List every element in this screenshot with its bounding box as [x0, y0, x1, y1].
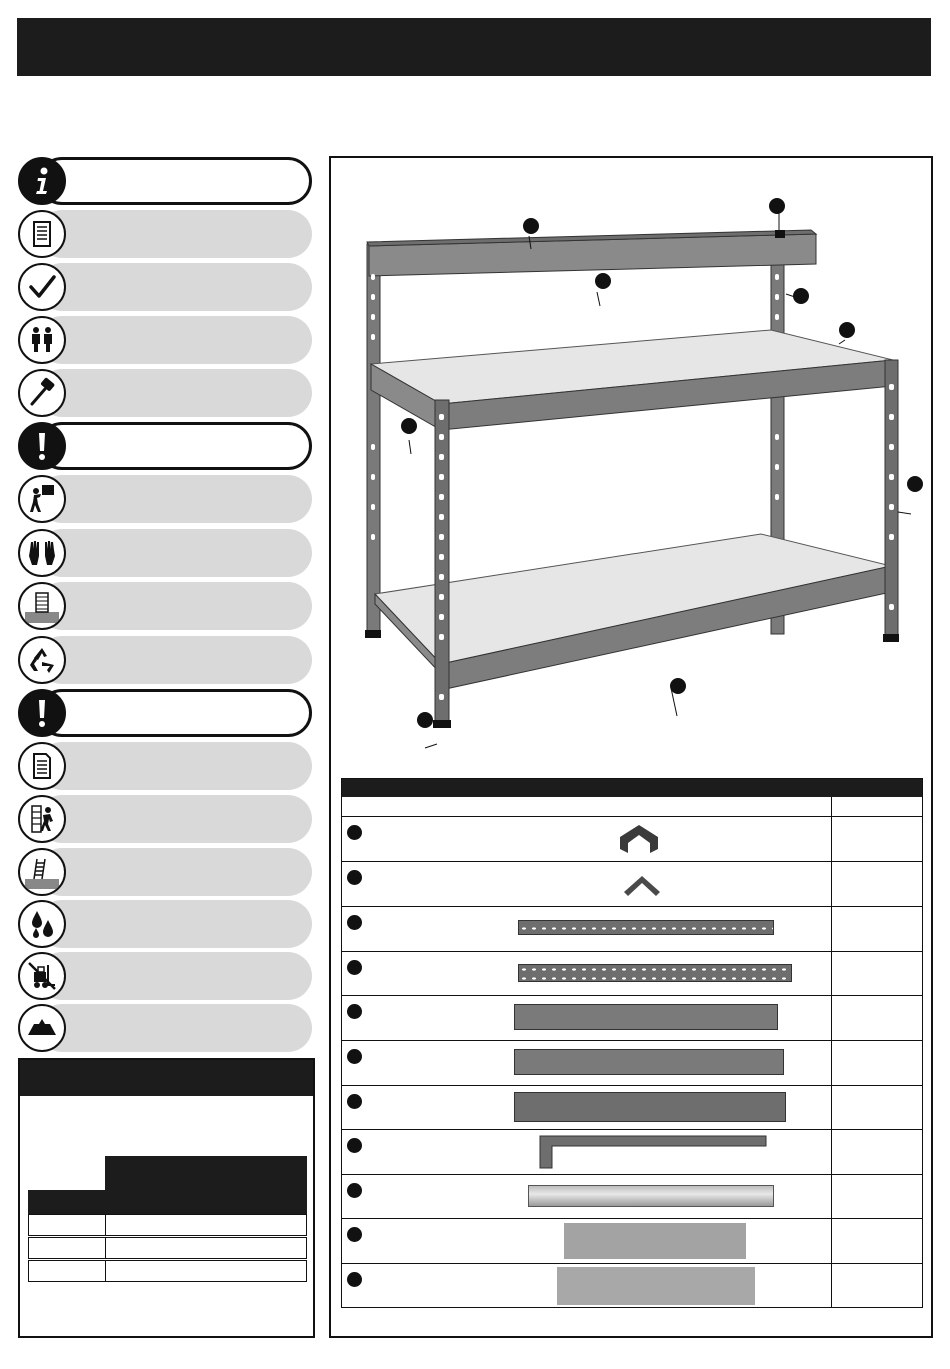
lifting-row	[18, 475, 312, 523]
table-row	[28, 1214, 307, 1236]
part-marker	[347, 1094, 362, 1109]
table-row	[342, 862, 922, 907]
table-row	[28, 1237, 307, 1259]
table-row	[342, 1086, 922, 1130]
load-table-header-left	[28, 1190, 105, 1214]
gloves-icon	[18, 529, 66, 577]
distributed-load-icon	[18, 1004, 66, 1052]
info-icon	[18, 157, 66, 205]
checkmark-icon	[18, 263, 66, 311]
short-upright-part	[518, 920, 774, 935]
callout-marker	[523, 218, 539, 234]
no-forklift-icon	[18, 952, 66, 1000]
corner-connector-part	[622, 870, 662, 898]
callout-marker	[595, 273, 611, 289]
foot-cap-part	[618, 823, 660, 855]
shelving-floor-row	[18, 582, 312, 630]
part-marker	[347, 1183, 362, 1198]
no-climbing-icon	[18, 795, 66, 843]
callout-marker	[401, 418, 417, 434]
callout-marker	[670, 678, 686, 694]
uneven-floor-row	[18, 848, 312, 896]
callout-marker	[417, 712, 433, 728]
parts-list-header	[342, 779, 922, 797]
warning-icon	[18, 689, 66, 737]
table-row	[342, 1175, 922, 1219]
load-capacity-box	[18, 1058, 315, 1338]
document-icon	[18, 210, 66, 258]
water-drops-icon	[18, 900, 66, 948]
part-marker	[347, 825, 362, 840]
two-people-icon	[18, 316, 66, 364]
large-board-part	[557, 1267, 755, 1305]
recycle-row	[18, 636, 312, 684]
shelving-floor-icon	[18, 582, 66, 630]
table-row	[342, 817, 922, 862]
mallet-icon	[18, 369, 66, 417]
small-board-part	[564, 1223, 746, 1259]
parts-list-table	[341, 778, 923, 1308]
two-people-row	[18, 316, 312, 364]
table-row	[342, 952, 922, 996]
callout-marker	[769, 198, 785, 214]
load-capacity-header	[20, 1060, 313, 1096]
water-row	[18, 900, 312, 948]
short-beam-part	[514, 1004, 778, 1030]
table-row	[342, 996, 922, 1041]
table-row	[342, 1219, 922, 1264]
assembly-panel	[329, 156, 933, 1338]
parts-list-subheader	[342, 797, 922, 817]
document-row-2	[18, 742, 312, 790]
part-marker	[347, 1049, 362, 1064]
part-marker	[347, 1227, 362, 1242]
no-climbing-row	[18, 795, 312, 843]
part-marker	[347, 915, 362, 930]
part-marker	[347, 1138, 362, 1153]
warning-row-2	[18, 689, 312, 737]
callout-marker	[907, 476, 923, 492]
callout-marker	[793, 288, 809, 304]
info-row	[18, 157, 312, 205]
gloves-row	[18, 529, 312, 577]
uneven-floor-icon	[18, 848, 66, 896]
distributed-load-row	[18, 1004, 312, 1052]
document-icon	[18, 742, 66, 790]
workbench-illustration	[361, 194, 936, 754]
table-row	[28, 1260, 307, 1282]
table-row	[342, 1264, 922, 1308]
warning-row-1	[18, 422, 312, 470]
callout-marker	[839, 322, 855, 338]
lifting-person-icon	[18, 475, 66, 523]
header-bar	[17, 18, 931, 76]
table-row	[342, 907, 922, 952]
long-upright-part	[518, 964, 792, 982]
deep-beam-part	[514, 1092, 786, 1122]
no-forklift-row	[18, 952, 312, 1000]
recycle-icon	[18, 636, 66, 684]
support-rail-part	[528, 1185, 774, 1207]
table-row	[342, 1130, 922, 1175]
table-row	[342, 1041, 922, 1086]
part-marker	[347, 1004, 362, 1019]
mallet-row	[18, 369, 312, 417]
part-marker	[347, 1272, 362, 1287]
part-marker	[347, 870, 362, 885]
warning-icon	[18, 422, 66, 470]
part-marker	[347, 960, 362, 975]
document-row	[18, 210, 312, 258]
checkmark-row	[18, 263, 312, 311]
top-shelf-beam-part	[538, 1134, 768, 1170]
long-beam-part	[514, 1049, 784, 1075]
load-table-header-right	[105, 1156, 307, 1214]
